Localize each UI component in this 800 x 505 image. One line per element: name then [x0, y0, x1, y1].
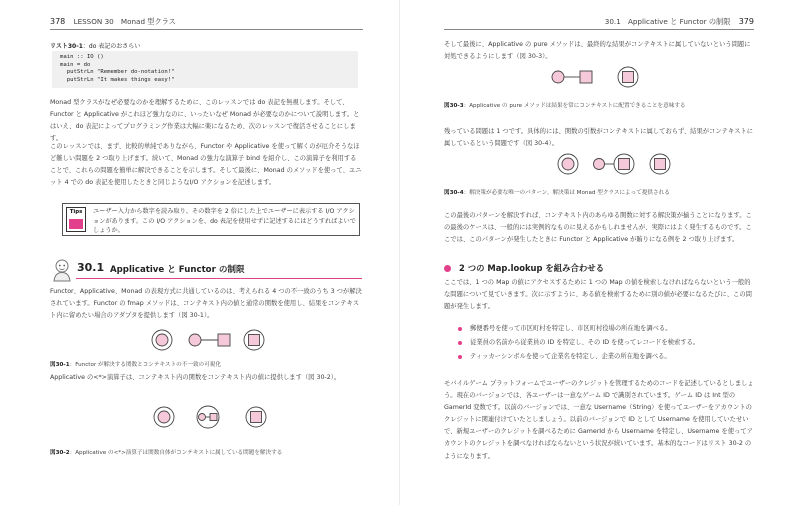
mascot-icon [50, 258, 74, 282]
figure-caption-text: ：Applicative の<*>演算子は関数自体がコンテキストに属している問題を解決する [69, 450, 283, 456]
context-function-circle [197, 406, 219, 428]
code-block [52, 51, 358, 88]
function-input-circle [189, 334, 201, 346]
listing-title [50, 41, 140, 50]
tips-text: ユーザー入力から数字を読み取り、その数字を 2 倍にした上でユーザーに表示する I/O アクションがあります。この I/O アクションを、do 表記を使用せずに記述するにはどうすればよいでしょうか。 [93, 208, 356, 234]
code-line: putStrLn "It makes things easy!" [60, 76, 175, 83]
bullet-dot-icon [458, 341, 462, 345]
paragraph: そして最後に、Applicative の pure メソッドは、最終的な結果がコンテキストに属していないという問題に対処できるようにします（図 30-3）。 [444, 41, 751, 61]
tips-icon-label: Tips [69, 209, 83, 215]
list-item [444, 350, 756, 364]
figure-label: 図30-1 [50, 362, 70, 368]
running-head-text: 30.1 Applicative と Functor の制限 [604, 17, 731, 26]
subsection-heading [444, 262, 604, 274]
section-title: Applicative と Functor の制限 [110, 265, 245, 275]
header-rule [444, 29, 754, 30]
figure-30-4 [556, 152, 676, 176]
context-value-circle [154, 407, 174, 427]
paragraph: Monad 型クラスがなぜ必要なのかを理解するために、このレッスンでは do 表記を無視します。そして、Functor と Applicative がこれほど強力なのに、いったいなぜ Monad が必要なのかについて説明します。とはいえ、do 表記によってプログラミング作業は大幅に楽になるため、次のレッスンで復活させることにします。 [50, 99, 360, 143]
page-number-left: 378 [50, 17, 66, 26]
code-line: main :: IO () [60, 54, 104, 60]
paragraph: このレッスンでは、まず、比較的単純でありながら、Functor や Applicative を使って解くのが厄介そうなほど難しい問題を 2 つ取り上げます。続いて、Monad の強力な演算子 bind を紹介し、この演算子を利用することで、これらの問題を簡単に解決できることを示します。そして最後に、Monad のメソッドを使って、ユニット 4 での do 表記を使用したときと同じようなI/O アクションを記述します。 [50, 143, 362, 187]
figure-caption [444, 188, 670, 196]
context-output-circle [614, 154, 634, 174]
context-result-circle [650, 154, 670, 174]
subsection-title: 2 つの Map.lookup を組み合わせる [459, 263, 605, 273]
figure-30-3 [550, 65, 650, 89]
paragraph: Applicative の<*>演算子は、コンテキスト内の関数をコンテキスト内の値に提供します（図 30-2）。 [50, 374, 341, 381]
figure-caption [444, 101, 686, 109]
list-item-text: ティッカーシンボルを使って企業名を特定し、企業の所在地を調べる。 [470, 353, 671, 360]
right-page [400, 0, 800, 505]
listing-title-text: ：do 表記のおさらい [82, 43, 141, 50]
code-line: main = do [60, 61, 91, 68]
list-item [444, 322, 756, 336]
value-circle [552, 71, 564, 83]
function-input-circle [594, 159, 605, 170]
figure-30-2 [152, 405, 272, 429]
running-head-left [50, 17, 176, 27]
bullet-dot-icon [458, 327, 462, 331]
running-head-text: LESSON 30 Monad 型クラス [73, 17, 176, 26]
list-item-text: 郵便番号を使って市区町村を特定し、市区町村役場の所在地を調べる。 [470, 325, 672, 332]
paragraph: モバイルゲーム プラットフォームでユーザーのクレジットを管理するためのコードを記述しているとしましょう。現在のバージョンでは、各ユーザーは一意なゲーム ID で識別されています。ゲーム ID は Int 型の GamerId 変数です。以前のバージョンでは、一意な Username（String）を使ってユーザーをアカウントのクレジットに関連付けていたとしましょう。以前のバージョンで ID として Username を使用していたせいで、新規ユーザーのクレジットを調べるために GamerId から Username を特定し、Username を使ってアカウントのクレジットを調べなければならないという状況が続いています。基本的なコードはリスト 30-2 のようになります。 [444, 380, 754, 460]
section-number: 30.1 [77, 261, 105, 274]
bullet-dot-icon [444, 265, 451, 272]
context-value-circle [558, 154, 578, 174]
paragraph: Functor、Applicative、Monad の表現方式に共通しているのは、考えられる 4 つの不一致のうち 3 つが解決されています。Functor の fmap メソッドは、コンテキスト内の値と通常の関数を使用し、結果をコンテキスト内に留めたい場合のアダプタを提供します（図 30-1）。 [50, 288, 362, 320]
figure-caption-text: ：解決策が必要な唯一のパターン。解決策は Monad 型クラスによって提供される [463, 190, 670, 196]
tips-icon-block [69, 219, 83, 229]
section-underline [76, 278, 362, 279]
figure-caption-text: ：Functor が解決する関数とコンテキストの不一致の可視化 [69, 362, 221, 368]
paragraph: この最後のパターンを解決すれば、コンテキスト内のあらゆる関数に対する解決策が揃うことになります。この最後のケースは、一般的には実例的なものに見えるかもしれませんが、実際にはよく発生するものです。ここでは、このパターンが発生したときに Functor と Applicative が賄りになる例を 2 つ取り上げます。 [444, 212, 752, 244]
bullet-dot-icon [458, 355, 462, 359]
figure-label: 図30-3 [444, 103, 464, 109]
function-output-square [218, 334, 230, 346]
tips-box [62, 203, 360, 236]
figure-label: 図30-2 [50, 450, 70, 456]
context-value-circle [152, 330, 172, 350]
listing-label: リスト30-1 [50, 43, 83, 50]
figure-caption-text: ：Applicative の pure メソッドは結果を常にコンテキストに配置できることを意味する [463, 103, 686, 109]
context-result-circle [244, 330, 264, 350]
header-rule [50, 29, 363, 30]
figure-30-1 [150, 328, 270, 352]
paragraph: 残っている問題は 1 つです。具体的には、関数の引数がコンテキストに属しておらず、結果がコンテキストに属しているという問題です（図 30-4）。 [444, 128, 753, 148]
function-output-square [580, 71, 592, 83]
list-item [444, 336, 756, 350]
figure-caption [50, 448, 282, 456]
bullet-list [444, 322, 756, 364]
running-head-right [605, 17, 754, 27]
figure-label: 図30-4 [444, 190, 464, 196]
context-result-circle [246, 407, 266, 427]
list-item-text: 従業員の名前から従業員の ID を特定し、その ID を使ってレコードを検索する。 [470, 339, 700, 346]
code-line: putStrLn "Remember do-notation!" [60, 69, 175, 76]
tips-icon [66, 207, 86, 232]
paragraph: ここでは、1 つの Map の値にアクセスするために 1 つの Map の値を検索しなければならないという一般的な問題について見ていきます。次に示すように、ある値を検索するために別の値が必要になるたびに、この問題が発生します。 [444, 279, 752, 311]
section-heading [50, 258, 362, 280]
page-number-right: 379 [738, 17, 754, 26]
figure-caption [50, 360, 221, 368]
context-result-circle [618, 67, 638, 87]
